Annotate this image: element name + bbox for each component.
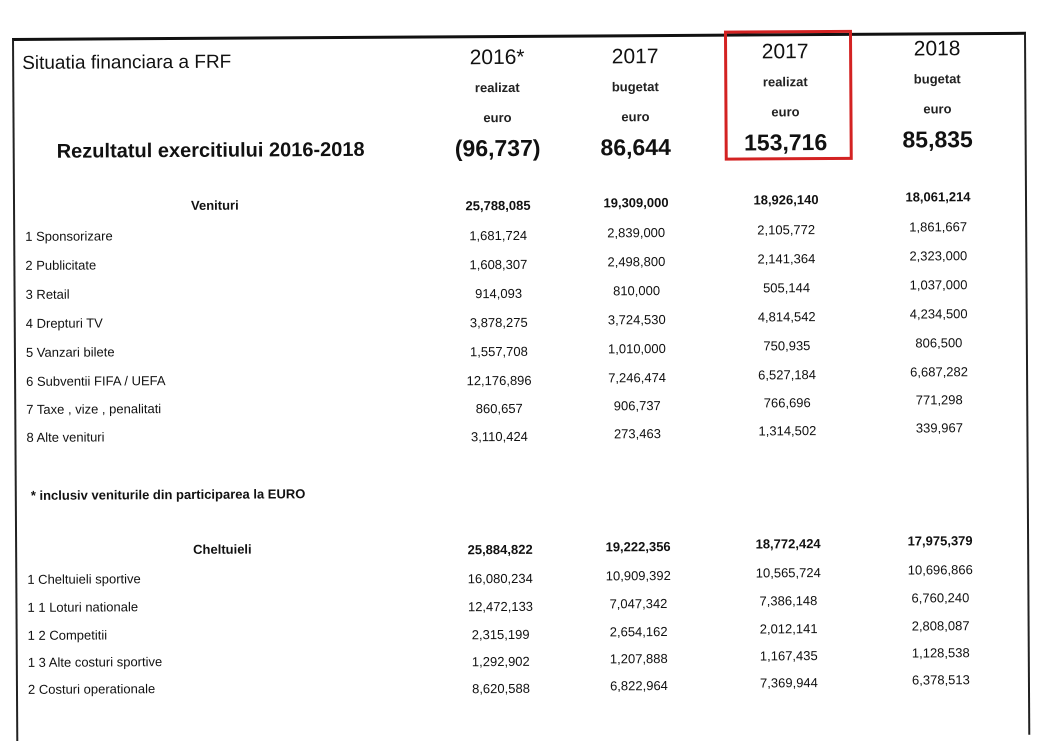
venituri-cell: 6,687,282 xyxy=(910,364,969,380)
venituri-cell: 2,839,000 xyxy=(607,225,666,241)
cheltuieli-cell: 1,128,538 xyxy=(911,645,970,661)
venituri-cell: 2,105,772 xyxy=(757,222,816,238)
venituri-cell: 1,681,724 xyxy=(469,227,528,244)
cheltuieli-cell: 1,292,902 xyxy=(471,653,530,670)
col-1-type: realizat xyxy=(474,79,520,96)
cheltuieli-total-4: 17,975,379 xyxy=(907,533,973,549)
col-3-result: 153,716 xyxy=(743,129,828,156)
venituri-total-1: 25,788,085 xyxy=(465,197,531,214)
cheltuieli-cell: 2,315,199 xyxy=(471,626,530,643)
venituri-cell: 273,463 xyxy=(613,426,661,442)
venituri-row-label: 8 Alte venituri xyxy=(26,429,105,445)
venituri-cell: 1,314,502 xyxy=(758,423,817,439)
venituri-cell: 6,527,184 xyxy=(758,367,817,383)
cheltuieli-row-label: 1 1 Loturi nationale xyxy=(27,599,139,615)
venituri-cell: 1,037,000 xyxy=(909,277,968,293)
venituri-row-label: 4 Drepturi TV xyxy=(25,315,103,331)
venituri-total-4: 18,061,214 xyxy=(905,189,971,205)
venituri-cell: 860,657 xyxy=(475,400,523,417)
venituri-row-label: 2 Publicitate xyxy=(25,257,97,273)
cheltuieli-cell: 10,909,392 xyxy=(605,567,671,584)
col-1-result: (96,737) xyxy=(454,134,541,162)
col-4-year: 2018 xyxy=(913,37,961,61)
cheltuieli-total-1: 25,884,822 xyxy=(467,541,533,558)
venituri-cell: 7,246,474 xyxy=(608,370,667,386)
cheltuieli-heading: Cheltuieli xyxy=(193,541,252,557)
cheltuieli-cell: 7,369,944 xyxy=(759,675,818,691)
venituri-cell: 339,967 xyxy=(915,420,963,436)
cheltuieli-cell: 7,047,342 xyxy=(609,596,668,612)
result-label: Rezultatul exercitiului 2016-2018 xyxy=(56,138,365,163)
venituri-cell: 906,737 xyxy=(613,398,661,414)
cheltuieli-row-label: 2 Costuri operationale xyxy=(27,681,156,697)
venituri-cell: 2,498,800 xyxy=(607,254,666,270)
venituri-cell: 3,724,530 xyxy=(607,312,666,328)
cheltuieli-cell: 16,080,234 xyxy=(467,570,533,587)
venituri-cell: 806,500 xyxy=(915,335,963,351)
cheltuieli-row-label: 1 2 Competitii xyxy=(27,627,108,643)
venituri-cell: 1,861,667 xyxy=(909,219,968,235)
cheltuieli-total-2: 19,222,356 xyxy=(605,538,671,555)
cheltuieli-cell: 2,808,087 xyxy=(911,618,970,634)
venituri-cell: 2,323,000 xyxy=(909,248,968,264)
venituri-cell: 810,000 xyxy=(613,283,661,299)
col-1-currency: euro xyxy=(483,109,512,126)
col-2-year: 2017 xyxy=(611,45,659,69)
col-3-type: realizat xyxy=(762,74,808,90)
venituri-total-3: 18,926,140 xyxy=(753,192,819,208)
venituri-cell: 750,935 xyxy=(763,338,811,354)
venituri-cell: 766,696 xyxy=(763,395,811,411)
col-3-currency: euro xyxy=(771,104,800,120)
cheltuieli-total-3: 18,772,424 xyxy=(755,536,821,552)
venituri-total-2: 19,309,000 xyxy=(603,194,669,211)
col-4-currency: euro xyxy=(923,101,952,117)
venituri-row-label: 5 Vanzari bilete xyxy=(25,344,115,360)
col-2-type: bugetat xyxy=(611,79,659,95)
cheltuieli-row-label: 1 3 Alte costuri sportive xyxy=(27,654,163,670)
cheltuieli-cell: 2,654,162 xyxy=(609,624,668,640)
col-2-result: 86,644 xyxy=(600,133,671,161)
venituri-cell: 2,141,364 xyxy=(757,251,816,267)
cheltuieli-cell: 2,012,141 xyxy=(759,621,818,637)
venituri-row-label: 7 Taxe , vize , penalitati xyxy=(26,401,162,417)
venituri-row-label: 6 Subventii FIFA / UEFA xyxy=(26,373,166,389)
col-1-year: 2016* xyxy=(469,45,525,70)
col-4-result: 85,835 xyxy=(902,126,973,153)
cheltuieli-cell: 7,386,148 xyxy=(759,593,818,609)
venituri-heading: Venituri xyxy=(190,197,239,213)
venituri-cell: 12,176,896 xyxy=(466,372,532,389)
venituri-cell: 914,093 xyxy=(475,285,523,302)
cheltuieli-cell: 6,760,240 xyxy=(911,590,970,606)
sheet-title: Situatia financiara a FRF xyxy=(22,51,232,74)
venituri-row-label: 3 Retail xyxy=(25,286,70,302)
venituri-cell: 3,110,424 xyxy=(470,428,528,445)
col-4-type: bugetat xyxy=(913,71,961,87)
cheltuieli-cell: 1,207,888 xyxy=(609,651,668,667)
venituri-cell: 1,557,708 xyxy=(469,343,528,360)
cheltuieli-cell: 12,472,133 xyxy=(467,598,534,615)
cheltuieli-cell: 10,565,724 xyxy=(755,565,821,581)
cheltuieli-cell: 1,167,435 xyxy=(759,648,818,664)
venituri-cell: 4,234,500 xyxy=(909,306,968,322)
venituri-cell: 1,608,307 xyxy=(469,256,528,273)
venituri-row-label: 1 Sponsorizare xyxy=(25,228,113,244)
cheltuieli-cell: 6,378,513 xyxy=(911,672,970,688)
col-3-year: 2017 xyxy=(761,40,809,64)
cheltuieli-row-label: 1 Cheltuieli sportive xyxy=(27,571,141,587)
venituri-cell: 3,878,275 xyxy=(469,314,528,331)
footnote: * inclusiv veniturile din participarea la EURO xyxy=(30,486,306,503)
venituri-cell: 4,814,542 xyxy=(757,309,816,325)
venituri-cell: 771,298 xyxy=(915,392,963,408)
venituri-cell: 505,144 xyxy=(762,280,811,296)
cheltuieli-cell: 6,822,964 xyxy=(610,678,668,694)
venituri-cell: 1,010,000 xyxy=(607,341,666,357)
cheltuieli-cell: 8,620,588 xyxy=(472,680,530,697)
financial-sheet xyxy=(12,32,1030,741)
cheltuieli-cell: 10,696,866 xyxy=(907,562,973,578)
col-2-currency: euro xyxy=(621,109,650,125)
